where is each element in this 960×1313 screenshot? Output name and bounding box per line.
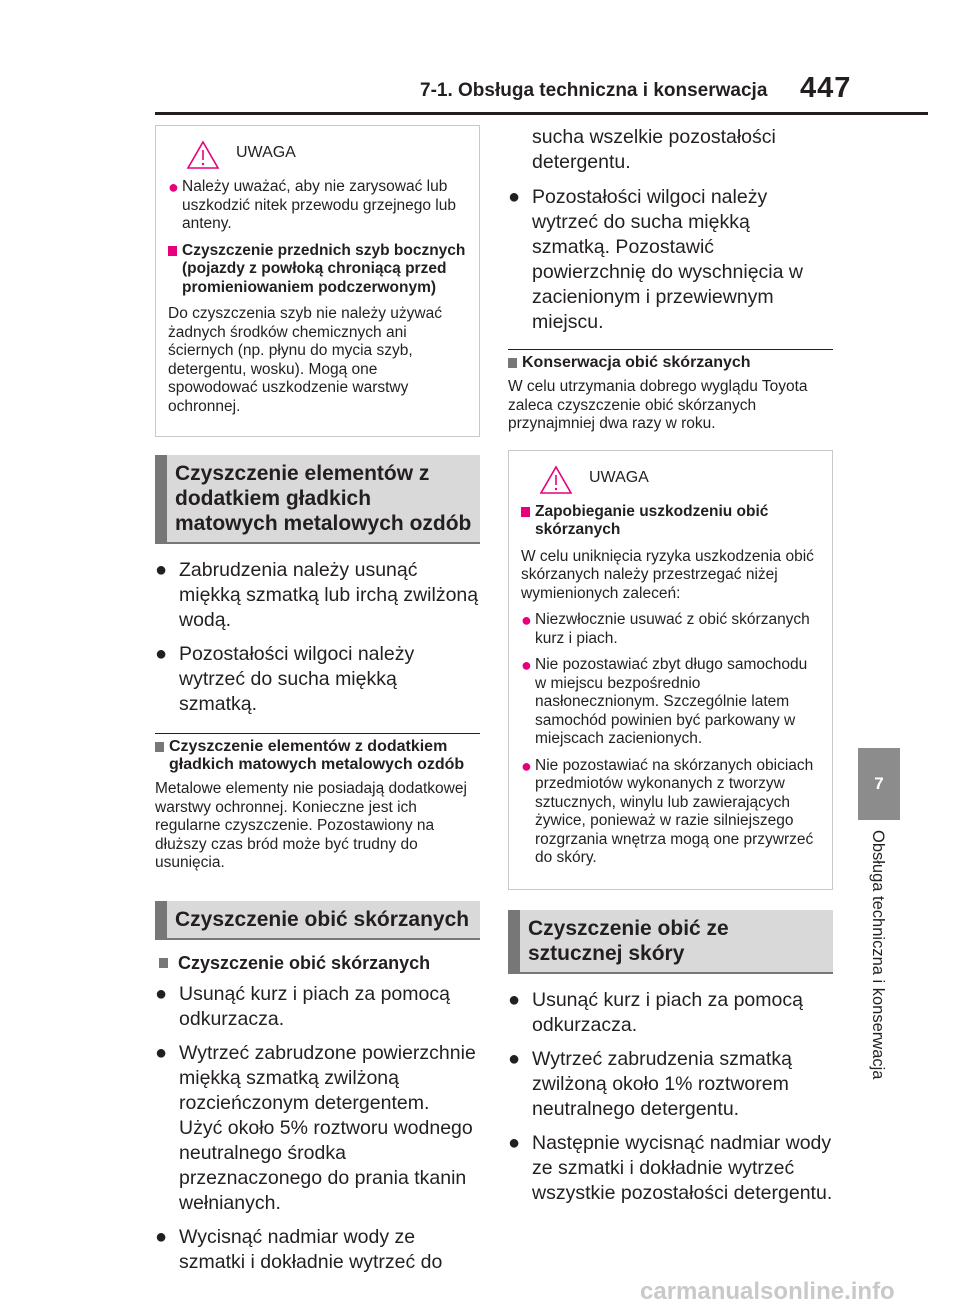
bullet-icon: ● [508,988,521,1011]
bullet-icon: ● [155,1225,168,1248]
bullet-icon: ● [521,610,532,630]
bullet-icon: ● [168,177,179,197]
square-bullet-icon [159,958,168,968]
caution-subhead: Zapobieganie uszkodzeniu obić skórzanych [535,502,769,538]
header-rule [155,112,928,115]
chapter-tab-number: 7 [858,748,900,820]
subheading: Konserwacja obić skórzanych [522,354,751,371]
caution-bullet: Nie pozostawiać na skórzanych obiciach przedmiotów wykonanych z tworzyw sztucznych, winylu lub zawierających żywice, ponieważ w razie silniejszego rozgrzania wnętrza mogą one przywrzeć do skóry. [535,756,814,866]
bullet-text: Usunąć kurz i piach za pomocą odkurzacza. [179,982,450,1030]
warning-triangle-icon [539,465,573,495]
bullet-text: Następnie wycisnąć nadmiar wody ze szmatki i dokładnie wytrzeć wszystkie pozostałości detergentu. [532,1131,833,1204]
caution-paragraph: W celu uniknięcia ryzyka uszkodzenia obić skórzanych należy przestrzegać niżej wymienionych zaleceń: [521,547,814,602]
section-heading-matte-metal: Czyszczenie elementów z dodatkiem gładkich matowych metalowych ozdób [155,455,480,544]
caution-subhead: Czyszczenie przednich szyb bocznych (pojazdy z powłoką chroniącą przed promieniowaniem podczerwonym) [182,241,466,296]
section-heading-leather: Czyszczenie obić skórzanych [155,901,480,940]
caution-label: UWAGA [589,468,649,486]
watermark: carmanualsonline.info [640,1278,895,1305]
caution-box [155,125,480,437]
paragraph: W celu utrzymania dobrego wyglądu Toyota zaleca czyszczenie obić skórzanych przynajmniej dwa razy w roku. [508,378,808,432]
bullet-icon: ● [508,1047,521,1070]
caution-bullet: Niezwłocznie usuwać z obić skórzanych kurz i piach. [535,611,810,647]
bullet-text: Pozostałości wilgoci należy wytrzeć do sucha miękką szmatką. Pozostawić powierzchnię do wyschnięcia w zacienionym i przewiewnym miejscu. [532,186,803,333]
subheading: Czyszczenie obić skórzanych [178,952,431,973]
bullet-text-continued: Użyć około 5% roztworu wodnego neutralnego środka przeznaczonego do prania tkanin wełnianych. [179,1116,473,1214]
bullet-text: Wytrzeć zabrudzone powierzchnie miękką szmatką zwilżoną rozcieńczonym detergentem. [179,1041,476,1114]
bullet-icon: ● [155,982,168,1005]
square-bullet-icon [155,742,164,752]
right-column [508,125,833,1215]
bullet-text: Pozostałości wilgoci należy wytrzeć do sucha miękką szmatką. [179,643,415,715]
bullet-icon: ● [508,186,521,208]
square-bullet-icon [508,358,517,368]
bullet-icon: ● [155,643,168,665]
square-bullet-icon [168,246,177,256]
continued-text: sucha wszelkie pozostałości detergentu. [532,126,776,173]
caution-bullet: Nie pozostawiać zbyt długo samochodu w miejscu bezpośrednio nasłonecznionym. Szczególnie latem samochód powinien być parkowany w miejscach zacienionych. [535,656,808,747]
chapter-title: 7-1. Obsługa techniczna i konserwacja [420,80,768,101]
bullet-icon: ● [155,559,168,581]
bullet-text: Wycisnąć nadmiar wody ze szmatki i dokładnie wytrzeć do [179,1225,443,1273]
warning-triangle-icon [186,140,220,170]
bullet-icon: ● [155,1041,168,1064]
caution-bullet: Należy uważać, aby nie zarysować lub uszkodzić nitek przewodu grzejnego lub anteny. [182,178,456,232]
bullet-text: Usunąć kurz i piach za pomocą odkurzacza. [532,988,803,1036]
caution-box [508,450,833,890]
section-heading-synthetic-leather: Czyszczenie obić ze sztucznej skóry [508,910,833,974]
subheading: Czyszczenie elementów z dodatkiem gładkich matowych metalowych ozdób [169,738,465,773]
chapter-tab-text: Obsługa techniczna i konserwacja [869,830,887,1080]
caution-paragraph: Do czyszczenia szyb nie należy używać żadnych środków chemicznych ani ściernych (np. płynu do mycia szyb, detergentu, wosku). Mogą one spowodować uszkodzenie warstwy ochronnej. [168,305,442,415]
caution-label: UWAGA [236,144,296,161]
left-column [155,125,480,1284]
bullet-text: Wytrzeć zabrudzenia szmatką zwilżoną około 1% roztworem neutralnego detergentu. [532,1047,792,1120]
bullet-text: Zabrudzenia należy usunąć miękką szmatką lub irchą zwilżoną wodą. [179,559,479,631]
page-number: 447 [800,72,852,104]
bullet-icon: ● [521,655,532,675]
paragraph: Metalowe elementy nie posiadają dodatkowej warstwy ochronnej. Konieczne jest ich regularne czyszczenie. Pozostawiony na dłuższy czas bród może być trudny do usunięcia. [155,780,467,871]
bullet-icon: ● [508,1131,521,1154]
bullet-icon: ● [521,755,532,776]
square-bullet-icon [521,507,530,517]
